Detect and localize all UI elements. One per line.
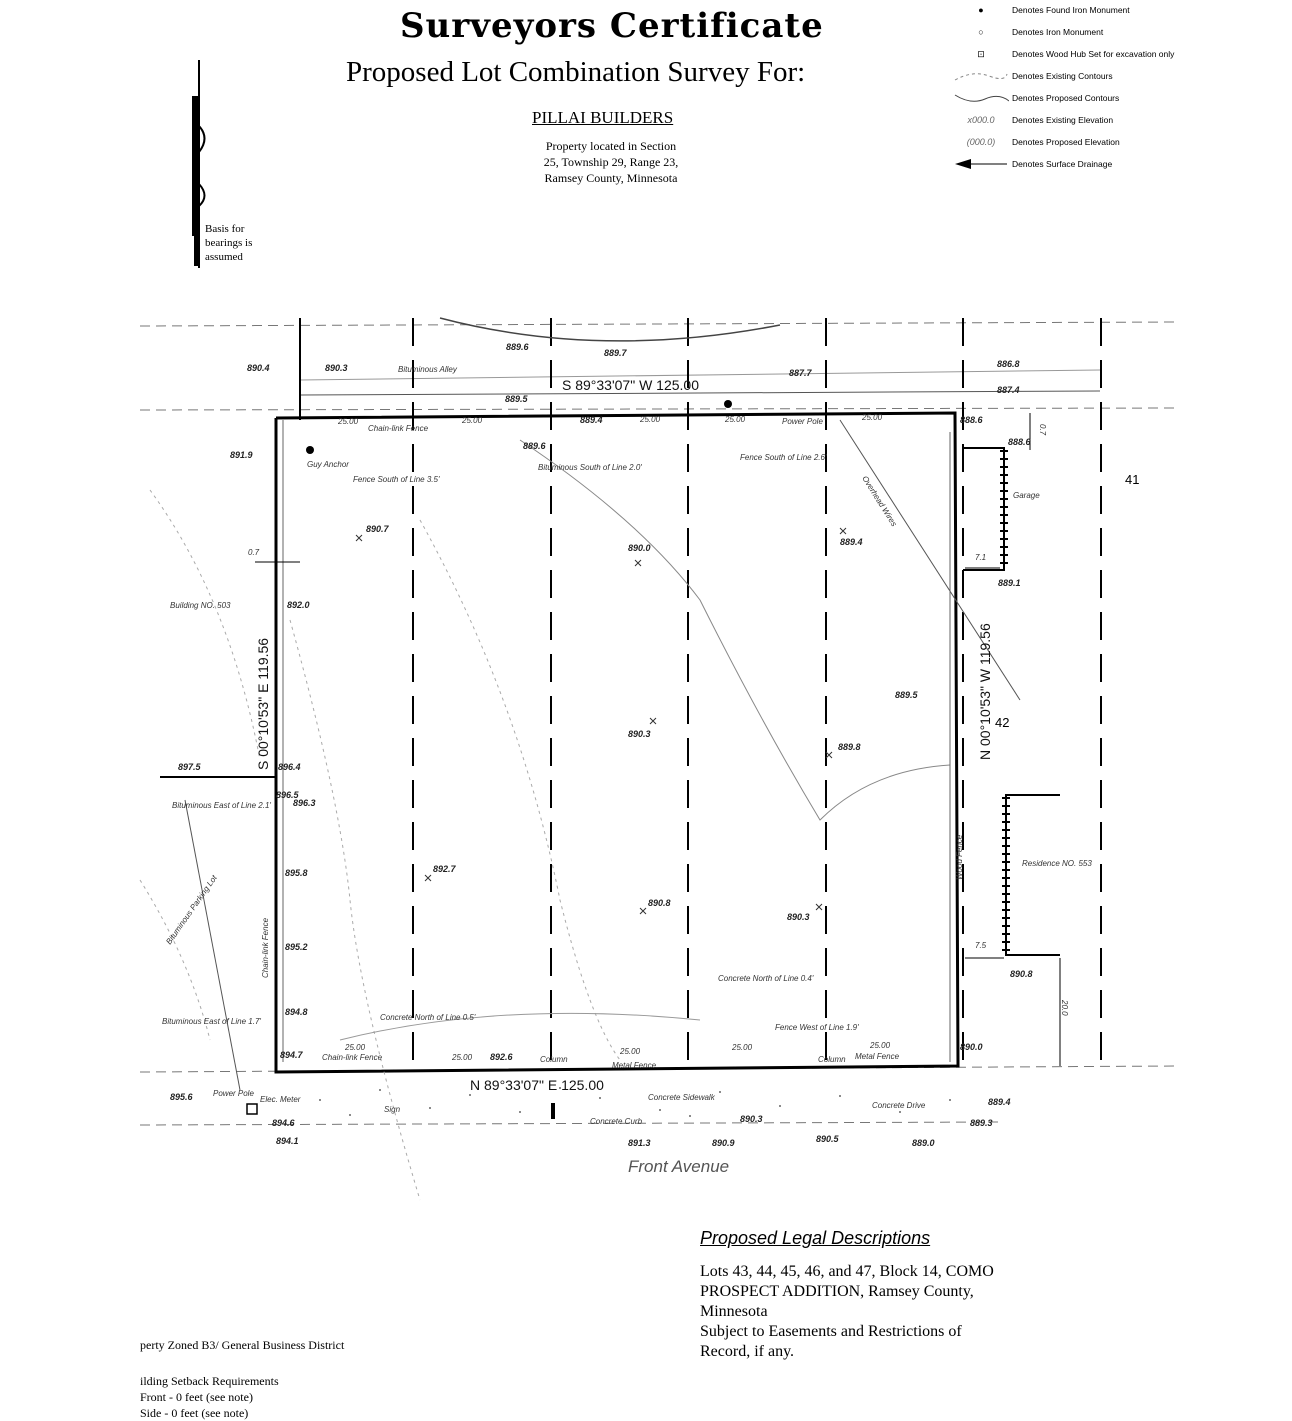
- elevation-label: 890.0: [960, 1042, 983, 1052]
- elevation-label: 892.6: [490, 1052, 513, 1062]
- fence-south-note: Fence South of Line 2.6': [740, 453, 827, 462]
- alley-centerline: [300, 391, 1100, 395]
- lot-width-dim: 25.00: [345, 1043, 366, 1052]
- lot-41-label: 41: [1125, 472, 1140, 487]
- legal-line: PROSPECT ADDITION, Ramsey County,: [700, 1283, 974, 1300]
- elevation-label: 890.9: [712, 1138, 735, 1148]
- elevation-label: 894.6: [272, 1118, 295, 1128]
- elevation-label: 890.3: [787, 912, 810, 922]
- alley-label: Bituminous Alley: [398, 365, 457, 374]
- elevation-label: 894.1: [276, 1136, 299, 1146]
- existing-contour: [520, 440, 950, 820]
- elevation-label: 895.8: [285, 868, 308, 878]
- fence-south-note: Fence South of Line 3.5': [353, 475, 440, 484]
- south-bearing: N 89°33'07" E 125.00: [470, 1077, 604, 1093]
- elevation-label: 889.6: [506, 342, 529, 352]
- metal-fence-note: Metal Fence: [855, 1052, 900, 1061]
- legend-text: Denotes Wood Hub Set for excavation only: [1012, 49, 1175, 59]
- legal-description-title: Proposed Legal Descriptions: [700, 1228, 931, 1248]
- lot-width-dim: 25.00: [870, 1041, 891, 1050]
- fence-west-note: Fence West of Line 1.9': [775, 1023, 859, 1032]
- existing-contour: [290, 620, 420, 1200]
- legal-line: Subject to Easements and Restrictions of: [700, 1323, 962, 1340]
- basis-line: Basis for: [205, 223, 245, 235]
- location-line: Ramsey County, Minnesota: [544, 171, 678, 185]
- concrete-north-note: Concrete North of Line 0.4': [718, 974, 814, 983]
- elevation-label: 894.8: [285, 1007, 308, 1017]
- elevation-label: 890.0: [628, 543, 651, 553]
- elevation-label: 889.3: [970, 1118, 993, 1128]
- garage-outline: [963, 448, 1004, 570]
- survey-title: Proposed Lot Combination Survey For:: [346, 56, 806, 88]
- garage-label: Garage: [1013, 491, 1040, 500]
- offset-dim: 7.5: [975, 941, 987, 950]
- elevation-label: 887.7: [789, 368, 812, 378]
- elevation-label: 890.8: [648, 898, 671, 908]
- sign-icon: [551, 1103, 555, 1119]
- lot-width-dim: 25.00: [732, 1043, 753, 1052]
- alley-north-line: [140, 322, 1175, 326]
- existing-contour: [420, 520, 620, 1060]
- setback-front: Front - 0 feet (see note): [140, 1390, 253, 1404]
- offset-dim: 0.7: [1038, 424, 1047, 436]
- client-name: PILLAI BUILDERS: [532, 108, 674, 127]
- guy-anchor-note: Guy Anchor: [307, 460, 349, 469]
- legend-text: Denotes Proposed Contours: [1012, 93, 1120, 103]
- found-iron-monument-icon: [724, 400, 732, 408]
- right-of-way-line: [140, 408, 1175, 410]
- elevation-label: 890.3: [628, 729, 651, 739]
- elevation-label: 888.6: [1008, 437, 1031, 447]
- elevation-label: 890.5: [816, 1134, 839, 1144]
- zoning-note: perty Zoned B3/ General Business District: [140, 1338, 345, 1352]
- legal-line: Minnesota: [700, 1303, 768, 1320]
- residence-553-label: Residence NO. 553: [1022, 859, 1092, 868]
- power-pole-note: Power Pole: [782, 417, 823, 426]
- bituminous-east-note: Bituminous East of Line 2.1': [172, 801, 271, 810]
- elevation-label: 892.7: [433, 864, 456, 874]
- parking-lot-note: Bituminous Parking Lot: [164, 873, 219, 947]
- elevation-label: 890.7: [366, 524, 389, 534]
- parking-line: [185, 800, 240, 1090]
- lot-width-dim: 25.00: [862, 413, 883, 422]
- existing-contour: [150, 490, 260, 760]
- elevation-label: 890.4: [247, 363, 270, 373]
- lot-width-dim: 25.00: [452, 1053, 473, 1062]
- elevation-label: 889.0: [912, 1138, 935, 1148]
- column-note: Column: [540, 1055, 568, 1064]
- bituminous-east-note: Bituminous East of Line 1.7': [162, 1017, 261, 1026]
- elevation-label: 895.2: [285, 942, 308, 952]
- offset-dim: 20.0: [1060, 1000, 1069, 1016]
- legal-line: Record, if any.: [700, 1343, 795, 1360]
- elevation-label: 895.6: [170, 1092, 193, 1102]
- column-note: Column: [818, 1055, 846, 1064]
- drive-note: Concrete Drive: [872, 1101, 926, 1110]
- overhead-wires: [840, 420, 1020, 700]
- overhead-wires-note: Overhead Wires: [860, 474, 899, 529]
- elevation-label: 887.4: [997, 385, 1020, 395]
- setback-title: ilding Setback Requirements: [140, 1374, 279, 1388]
- elec-meter-note: Elec. Meter: [260, 1095, 301, 1104]
- proposed-elevation-icon: (000.0): [966, 137, 996, 147]
- elevation-label: 896.4: [278, 762, 301, 772]
- filled-circle-icon: ●: [978, 5, 984, 15]
- legend-text: Denotes Existing Contours: [1012, 71, 1113, 81]
- offset-dim: 7.1: [975, 553, 987, 562]
- sidewalk-note: Concrete Sidewalk: [648, 1093, 715, 1102]
- legend-text: Denotes Found Iron Monument: [1012, 5, 1130, 15]
- legend-text: Denotes Proposed Elevation: [1012, 137, 1120, 147]
- elevation-label: 889.4: [988, 1097, 1011, 1107]
- elevation-label: 890.8: [1010, 969, 1033, 979]
- elevation-label: 891.3: [628, 1138, 651, 1148]
- elevation-label: 894.7: [280, 1050, 303, 1060]
- elevation-label: 889.4: [840, 537, 863, 547]
- elevation-label: 888.6: [960, 415, 983, 425]
- lot-width-dim: 25.00: [338, 417, 359, 426]
- bituminous-south-note: Bituminous South of Line 2.0': [538, 463, 642, 472]
- elevation-label: 889.7: [604, 348, 627, 358]
- street-label: Front Avenue: [628, 1157, 730, 1176]
- sign-note: Sign: [384, 1105, 401, 1114]
- chain-fence-note: Chain-link Fence: [368, 424, 429, 433]
- elevation-label: 890.3: [740, 1114, 763, 1124]
- elevation-label: 890.3: [325, 363, 348, 373]
- setback-side: Side - 0 feet (see note): [140, 1406, 249, 1420]
- east-bearing: N 00°10'53" W 119.56: [977, 623, 993, 760]
- west-bearing: S 00°10'53" E 119.56: [255, 637, 271, 770]
- legend-text: Denotes Iron Monument: [1012, 27, 1104, 37]
- metal-fence-note: Metal Fence: [612, 1061, 657, 1070]
- basis-line: assumed: [205, 251, 243, 263]
- concrete-north-note: Concrete North of Line 0.5': [380, 1013, 476, 1022]
- location-line: Property located in Section: [545, 139, 677, 153]
- elevation-label: 889.8: [838, 742, 861, 752]
- location-line: 25, Township 29, Range 23,: [543, 155, 679, 169]
- elevation-label: 891.9: [230, 450, 253, 460]
- certificate-heading: Surveyors Certificate: [400, 6, 824, 46]
- elevation-label: 897.5: [178, 762, 201, 772]
- residence-outline: [1006, 795, 1060, 955]
- basis-line: bearings is: [205, 237, 253, 249]
- lot-width-dim: 25.00: [725, 415, 746, 424]
- elevation-label: 892.0: [287, 600, 310, 610]
- north-bearing: S 89°33'07" W 125.00: [562, 377, 699, 393]
- proposed-contour: [440, 318, 780, 341]
- sidewalk-stipple: [319, 1087, 951, 1117]
- spot-elevation-marks: [356, 528, 846, 914]
- elevation-label: 889.1: [998, 578, 1021, 588]
- lot-42-label: 42: [995, 715, 1010, 730]
- legal-line: Lots 43, 44, 45, 46, and 47, Block 14, COMO: [700, 1263, 994, 1280]
- legend-text: Denotes Existing Elevation: [1012, 115, 1114, 125]
- elec-meter-icon: [247, 1104, 257, 1114]
- chain-link-fence-note: Chain-link Fence: [322, 1053, 383, 1062]
- offset-dim: 0.7: [248, 548, 260, 557]
- existing-elevation-icon: x000.0: [967, 115, 995, 125]
- legend-text: Denotes Surface Drainage: [1012, 159, 1113, 169]
- lot-width-dim: 25.00: [462, 416, 483, 425]
- elevation-label: 896.3: [293, 798, 316, 808]
- curb-line: [140, 1122, 1000, 1125]
- lot-width-dim: 25.00: [620, 1047, 641, 1056]
- chain-link-fence-note: Chain-link Fence: [261, 917, 270, 978]
- elevation-label: 886.8: [997, 359, 1020, 369]
- elevation-label: 889.4: [580, 415, 603, 425]
- elevation-label: 889.6: [523, 441, 546, 451]
- curb-note: Concrete Curb: [590, 1117, 643, 1126]
- open-circle-icon: ○: [978, 27, 984, 37]
- elevation-label: 896.5: [276, 790, 299, 800]
- building-503-label: Building NO. 503: [170, 601, 231, 610]
- elevation-label: 889.5: [895, 690, 918, 700]
- power-pole-note: Power Pole: [213, 1089, 254, 1098]
- square-hub-icon: ⊡: [977, 48, 985, 59]
- lot-width-dim: 25.00: [640, 415, 661, 424]
- elevation-label: 889.5: [505, 394, 528, 404]
- wood-fence-note: Wood Fence: [955, 834, 964, 880]
- legal-description: [700, 1262, 1040, 1362]
- guy-anchor-icon: [306, 446, 314, 454]
